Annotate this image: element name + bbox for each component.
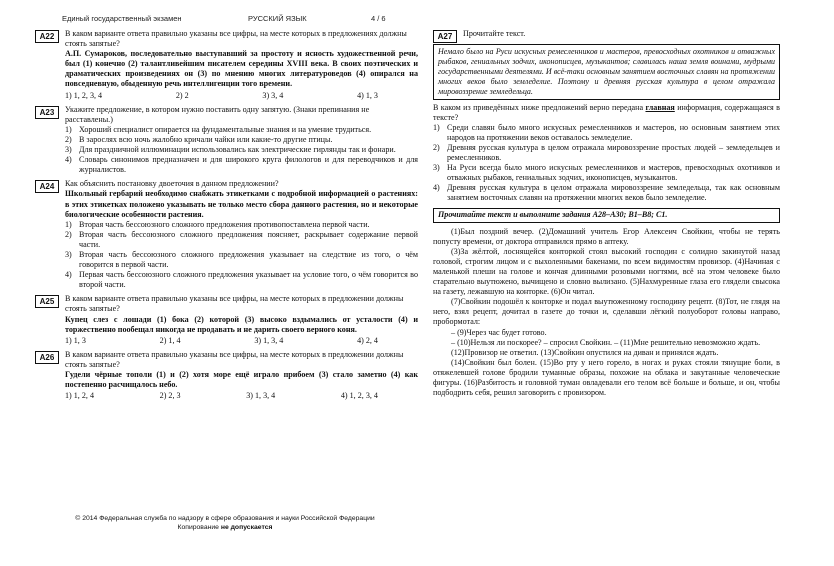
task-number: A23	[35, 106, 59, 119]
story-paragraph: – (10)Нельзя ли поскорее? – спросил Свойкин. – (11)Мне решительно невозможно ждать.	[451, 337, 761, 347]
answer-option[interactable]: 3) Для праздничной иллюминации использовались как электрические гирлянды так и фонари.	[65, 145, 396, 155]
task-question: В каком варианте ответа правильно указаны все цифры, на месте которых в предложениях должны стоять запятые?	[65, 29, 407, 49]
story-paragraph: (1)Был поздний вечер. (2)Домашний учитель Егор Алексеич Свойкин, чтобы не терять попусту времени, от доктора отправился прямо в аптеку.	[433, 226, 780, 246]
answer-options	[65, 91, 418, 101]
answer-option[interactable]: 1) 1, 2, 3, 4	[65, 90, 103, 100]
answer-option[interactable]: 1) 1, 3	[65, 335, 86, 345]
answer-option[interactable]: 3) 1, 3, 4	[254, 335, 284, 345]
instruction-box: Прочитайте текст и выполните задания А28–А30; В1–В8; С1.	[433, 208, 780, 222]
task-a24	[35, 179, 418, 290]
header-exam-name: Единый государственный экзамен	[62, 14, 182, 23]
task-text: Гудели чёрные тополи (1) и (2) хотя море ещё играло прибоем (3) стало заметно (4) как постепенно расчищалось небо.	[65, 370, 418, 390]
task-question: Укажите предложение, в котором нужно поставить одну запятую. (Знаки препинания не расставлены.)	[65, 104, 370, 124]
task-text: Школьный гербарий необходимо снабжать этикетками с подробной информацией о растениях: в этих этикетках положено указывать не только место сбора данного растения, но и некоторые биологические особенности растения.	[65, 189, 418, 219]
story-paragraph: (14)Свойкин был болен. (15)Во рту у него горело, в ногах и руках стояли тянущие боли, в отяжелевшей голове бродили туманные образы, похожие на облака и закутанные человеческие фигуры. (16)Разбитость и головной туман овладевали его телом всё больше и больше, и он, чтобы подбодрить себя, решил заговорить с провизором.	[433, 357, 780, 398]
answer-option[interactable]: 2) 2, 3	[159, 391, 181, 401]
right-column	[433, 29, 780, 398]
story-paragraph: – (9)Через час будет готово.	[451, 327, 547, 337]
answer-option[interactable]: 3) Вторая часть бессоюзного сложного предложения указывает на следствие из того, о чём говорится в первой части.	[65, 249, 418, 270]
left-column	[35, 29, 418, 405]
task-a26	[35, 350, 418, 401]
answer-option[interactable]: 2) 2	[175, 90, 189, 100]
copyright-line: © 2014 Федеральная служба по надзору в сфере образования и науки Российской Федерации	[75, 515, 375, 522]
answer-option[interactable]: 4) Первая часть бессоюзного сложного предложения указывает на условие того, о чём говорится во второй части.	[65, 270, 418, 290]
answer-option[interactable]: 1) Среди славян было много искусных ремесленников и мастеров, но основным занятием этих народов на протяжении веков оставалось земледелие.	[433, 122, 780, 142]
answer-list	[65, 125, 418, 175]
story-text	[433, 227, 780, 399]
task-intro: Прочитайте текст.	[463, 29, 526, 38]
task-a23	[35, 105, 418, 176]
header-page-number: 4 / 6	[371, 14, 386, 23]
task-number: A22	[35, 30, 59, 43]
answer-option[interactable]: 4) 1, 2, 3, 4	[340, 391, 378, 401]
answer-option[interactable]: 4) 2, 4	[357, 335, 378, 345]
answer-list	[65, 220, 418, 291]
story-paragraph: (3)За жёлтой, лоснящейся конторкой стоял высокий господин с солидно закинутой назад головой, строгим лицом и с выхоленными бакенами, по всем видимостям провизор. (4)Начиная с маленькой плеши на голове и кончая длинными розовыми ногтями, всё на этом человеке было старательно выутюжено, вычищено и словно вылизано. (5)Нахмуренные глаза его глядели свысока на газету, лежавшую на конторке. (6)Он читал.	[433, 246, 780, 297]
copy-notice: Копирование не допускается	[177, 524, 273, 531]
task-number: A27	[433, 30, 457, 43]
answer-list	[433, 123, 780, 204]
task-number: A24	[35, 180, 59, 193]
task-text: А.П. Сумароков, последовательно выступавший за простоту и ясность художественной речи, был (1) конечно (2) талантливейшим писателем середины XVIII века. В своих поэтических и драматических произведениях он (3) по мнению многих литературоведов (4) опирался на повседневную, обыденную речь интеллигенции того времени.	[65, 49, 418, 89]
task-question: В каком из приведённых ниже предложений верно передана главная информация, содержащаяся в тексте?	[433, 102, 780, 122]
answer-option[interactable]: 3) 1, 3, 4	[246, 391, 276, 401]
task-question: В каком варианте ответа правильно указаны все цифры, на месте которых в предложении должны стоять запятые?	[65, 294, 404, 314]
task-a22	[35, 29, 418, 101]
task-question: В каком варианте ответа правильно указаны все цифры, на месте которых в предложении должны стоять запятые?	[65, 349, 404, 369]
story-paragraph: (12)Провизор не ответил. (13)Свойкин опустился на диван и принялся ждать.	[451, 347, 719, 357]
answer-option[interactable]: 3) 3, 4	[262, 90, 284, 100]
answer-option[interactable]: 1) Хороший специалист опирается на фундаментальные знания и на умение трудиться.	[65, 124, 372, 134]
header-subject: РУССКИЙ ЯЗЫК	[248, 14, 307, 23]
answer-options	[65, 391, 418, 401]
answer-option[interactable]: 4) Древняя русская культура в целом отражала мировоззрение земледельца, так как основным занятием восточных славян на протяжении многих веков было земледелие.	[433, 183, 780, 203]
answer-option[interactable]: 2) 1, 4	[159, 335, 181, 345]
task-number: A26	[35, 351, 59, 364]
answer-option[interactable]: 2) Вторая часть бессоюзного сложного предложения поясняет, раскрывает содержание первой части.	[65, 229, 418, 249]
answer-option[interactable]: 2) В зарослях всю ночь жалобно кричали чайки или какие-то другие птицы.	[65, 134, 333, 144]
page-footer	[60, 514, 390, 532]
story-paragraph: (7)Свойкин подошёл к конторке и подал выутюженному господину рецепт. (8)Тот, не глядя на него, взял рецепт, дочитал в газете до точки и, сделавши лёгкий полуоборот головы направо, пробормотал:	[433, 297, 780, 327]
task-text: Купец слез с лошади (1) бока (2) которой (3) высоко вздымались от усталости (4) и торжественно пообещал никогда не продавать и не дарить своего верного коня.	[65, 314, 418, 334]
task-a27	[433, 29, 780, 43]
answer-options	[65, 336, 418, 346]
task-a25	[35, 294, 418, 345]
answer-option[interactable]: 2) Древняя русская культура в целом отражала мировоззрение простых людей – земледельцев и ремесленников.	[433, 142, 780, 162]
answer-option[interactable]: 4) 1, 3	[357, 90, 378, 100]
answer-option[interactable]: 1) Вторая часть бессоюзного сложного предложения противопоставлена первой части.	[65, 219, 370, 229]
answer-option[interactable]: 1) 1, 2, 4	[65, 391, 94, 401]
quoted-text-box: Немало было на Руси искусных ремесленников и мастеров, превосходных охотников и отважных рыбаков, гениальных зодчих, иконописцев, музыкантов; славилась наша земля воинами, мудрыми государственными деятелями. И всё-таки основным занятием восточных славян на протяжении многих веков было земледелие. Поэтому и древняя русская культура в целом отражала мировоззрение земледельца.	[433, 44, 780, 100]
answer-option[interactable]: 4) Словарь синонимов предназначен и для широкого круга филологов и для переводчиков и для журналистов.	[65, 155, 418, 175]
task-question: Как объяснить постановку двоеточия в данном предложении?	[65, 179, 279, 189]
answer-option[interactable]: 3) На Руси всегда было много искусных ремесленников и мастеров, превосходных охотников и отважных рыбаков, гениальных зодчих, иконописцев, музыкантов.	[433, 163, 780, 183]
task-number: A25	[35, 295, 59, 308]
